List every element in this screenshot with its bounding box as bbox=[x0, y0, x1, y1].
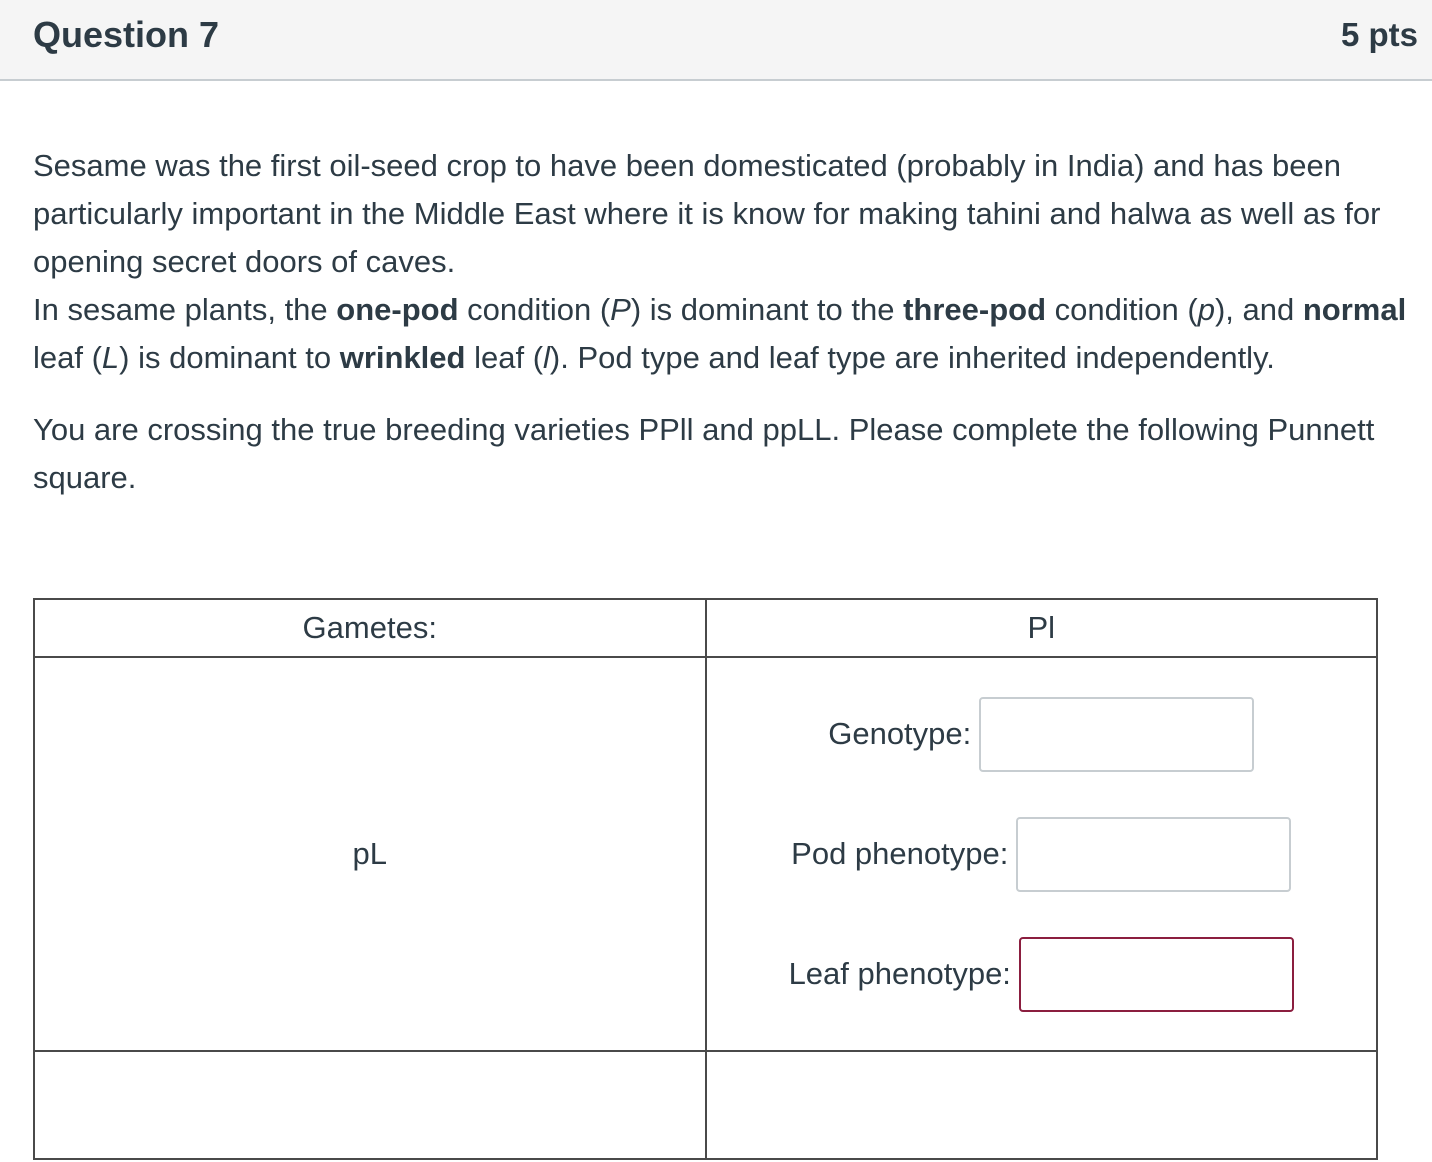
allele-symbol: P bbox=[610, 292, 631, 327]
empty-cell bbox=[34, 1051, 706, 1159]
punnett-square bbox=[33, 598, 1378, 1160]
leaf-phenotype-label: Leaf phenotype: bbox=[788, 956, 1011, 991]
genotype-input[interactable] bbox=[979, 697, 1254, 772]
empty-cell bbox=[706, 1051, 1378, 1159]
punnett-cross-row bbox=[34, 657, 1377, 1051]
allele-symbol: p bbox=[1197, 292, 1215, 327]
intro-paragraph bbox=[33, 142, 1423, 382]
instruction-paragraph: You are crossing the true breeding varieties PPll and ppLL. Please complete the following Punnett square. bbox=[33, 412, 1375, 495]
punnett-empty-row bbox=[34, 1051, 1377, 1159]
offspring-cell bbox=[706, 657, 1378, 1051]
bold-term: one-pod bbox=[336, 292, 459, 327]
text-run: ) is dominant to the bbox=[630, 292, 904, 327]
pod-phenotype-line bbox=[707, 817, 1377, 892]
genotype-label: Genotype: bbox=[828, 716, 972, 751]
question-points: 5 pts bbox=[1340, 16, 1418, 53]
text-run: condition ( bbox=[458, 292, 611, 327]
bold-term: three-pod bbox=[903, 292, 1047, 327]
punnett-header-row bbox=[34, 599, 1377, 657]
row-gamete: pL bbox=[34, 657, 706, 1051]
gametes-label: Gametes: bbox=[34, 599, 706, 657]
text-run: leaf ( bbox=[465, 340, 544, 375]
text-run: condition ( bbox=[1046, 292, 1198, 327]
text-run: ) is dominant to bbox=[119, 340, 340, 375]
question-text bbox=[33, 142, 1423, 502]
question-header bbox=[0, 0, 1432, 81]
text-run: In sesame plants, the bbox=[33, 292, 337, 327]
bold-term: wrinkled bbox=[339, 340, 466, 375]
intro-sentence: Sesame was the first oil-seed crop to have been domesticated (probably in India) and has been particularly important in the Middle East where it is know for making tahini and halwa as well as for opening secret doors of caves. bbox=[33, 148, 1381, 279]
text-run: ). Pod type and leaf type are inherited independently. bbox=[549, 340, 1275, 375]
allele-symbol: l bbox=[543, 340, 550, 375]
bold-term: normal bbox=[1302, 292, 1407, 327]
leaf-phenotype-line bbox=[707, 937, 1377, 1012]
text-run: ), and bbox=[1214, 292, 1303, 327]
allele-symbol: L bbox=[101, 340, 120, 375]
leaf-phenotype-input[interactable] bbox=[1019, 937, 1294, 1012]
genotype-line bbox=[707, 697, 1377, 772]
pod-phenotype-input[interactable] bbox=[1016, 817, 1291, 892]
pod-phenotype-label: Pod phenotype: bbox=[791, 836, 1009, 871]
text-run: leaf ( bbox=[33, 340, 102, 375]
question-title: Question 7 bbox=[33, 14, 220, 55]
column-gamete: Pl bbox=[706, 599, 1378, 657]
